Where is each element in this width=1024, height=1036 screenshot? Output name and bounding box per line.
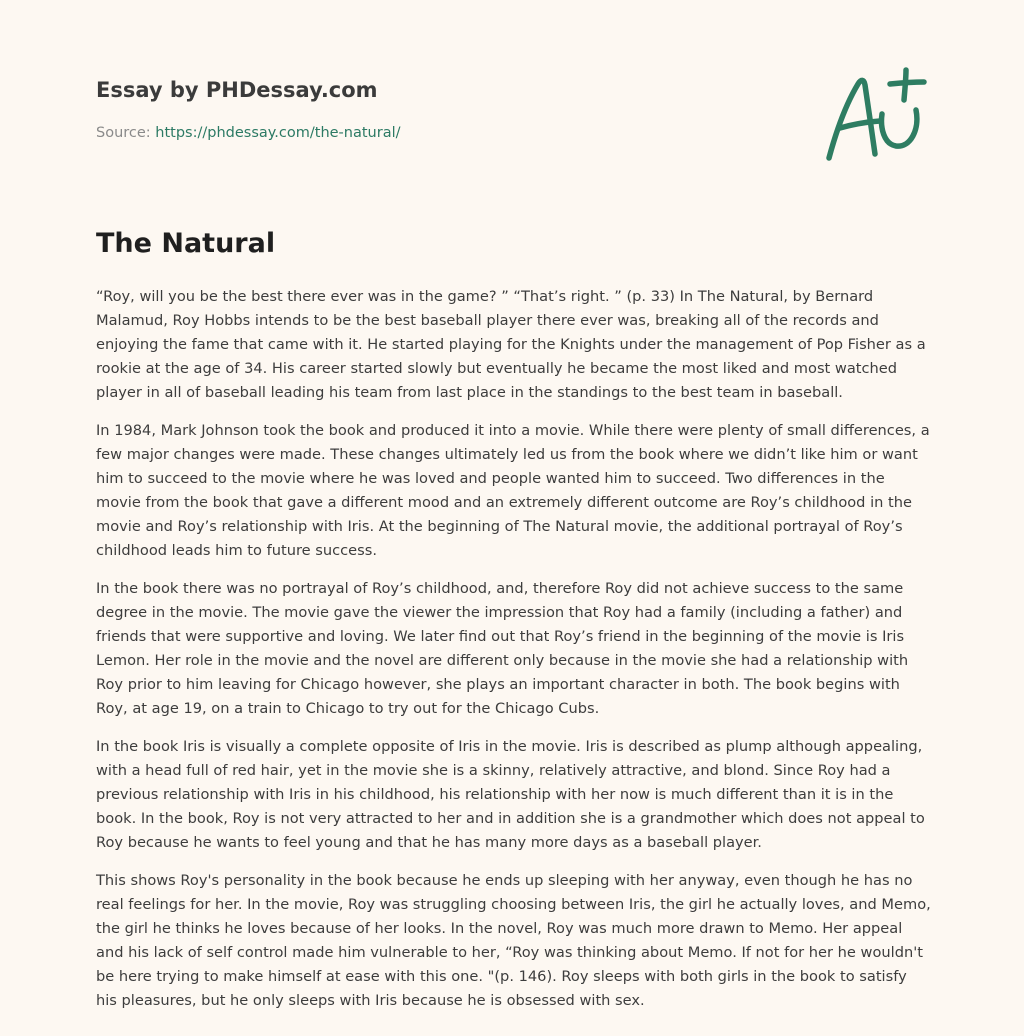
page-header	[96, 76, 796, 143]
source-link[interactable]: https://phdessay.com/the-natural/	[155, 125, 401, 141]
a-plus-grade-logo-icon	[820, 66, 930, 166]
article-paragraph: In the book there was no portrayal of Roy’s childhood, and, therefore Roy did not achieve success to the same degree in the movie. The movie gave the viewer the impression that Roy had a family (including a father) and friends that were supportive and loving. We later find out that Roy’s friend in the beginning of the movie is Iris Lemon. Her role in the movie and the novel are different only because in the movie she had a relationship with Roy prior to him leaving for Chicago however, she plays an important character in both. The book begins with Roy, at age 19, on a train to Chicago to try out for the Chicago Cubs.	[96, 580, 909, 717]
article-paragraph: This shows Roy's personality in the book because he ends up sleeping with her anyway, even though he has no real feelings for her. In the movie, Roy was struggling choosing between Iris, the girl he actually loves, and Memo, the girl he thinks he loves because of her looks. In the novel, Roy was much more drawn to Memo. Her appeal and his lack of self control made him vulnerable to her, “Roy was thinking about Memo. If not for her he wouldn't be here trying to make himself at ease with this one. "(p. 146). Roy sleeps with both girls in the book to satisfy his pleasures, but he only sleeps with Iris because he is obsessed with sex.	[96, 872, 931, 1009]
source-label: Source:	[96, 125, 151, 141]
source-line	[96, 123, 796, 143]
article-title: The Natural	[96, 228, 276, 259]
article-paragraph: “Roy, will you be the best there ever was in the game? ” “That’s right. ” (p. 33) In The Natural, by Bernard Malamud, Roy Hobbs intends to be the best baseball player there ever was, breaking all of the records and enjoying the fame that came with it. He started playing for the Knights under the management of Pop Fisher as a rookie at the age of 34. His career started slowly but eventually he became the most liked and most watched player in all of baseball leading his team from last place in the standings to the best team in baseball.	[96, 288, 926, 401]
article-body	[96, 285, 932, 1027]
site-title: Essay by PHDessay.com	[96, 78, 378, 102]
article-paragraph: In 1984, Mark Johnson took the book and produced it into a movie. While there were plenty of small differences, a few major changes were made. These changes ultimately led us from the book where we didn’t like him or want him to succeed to the movie where he was loved and people wanted him to succeed. Two differences in the movie from the book that gave a different mood and an extremely different outcome are Roy’s childhood in the movie and Roy’s relationship with Iris. At the beginning of The Natural movie, the additional portrayal of Roy’s childhood leads him to future success.	[96, 422, 930, 559]
article-paragraph: In the book Iris is visually a complete opposite of Iris in the movie. Iris is described as plump although appealing, with a head full of red hair, yet in the movie she is a skinny, relatively attractive, and blond. Since Roy had a previous relationship with Iris in his childhood, his relationship with her now is much different than it is in the book. In the book, Roy is not very attracted to her and in addition she is a grandmother which does not appeal to Roy because he wants to feel young and that he has many more days as a baseball player.	[96, 738, 925, 851]
